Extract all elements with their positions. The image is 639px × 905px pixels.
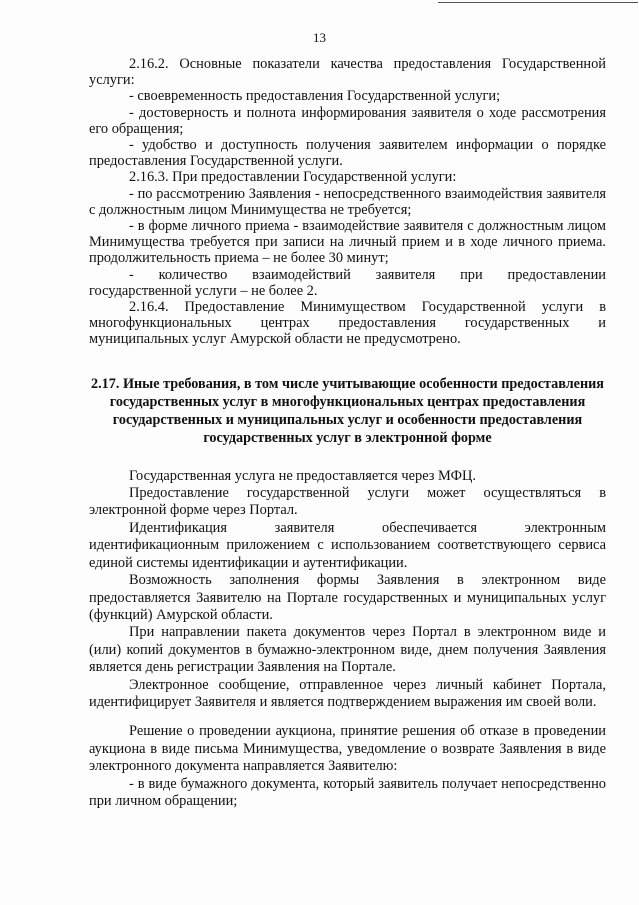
- list-item: - достоверность и полнота информирования заявителя о ходе рассмотрения его обращения;: [89, 104, 606, 137]
- list-item: - своевременность предоставления Государственной услуги;: [129, 88, 501, 105]
- list-item: - в виде бумажного документа, который заявитель получает непосредственно при личном обращении;: [89, 775, 606, 809]
- paragraph: При направлении пакета документов через Портал в электронном виде и (или) копий документов в бумажно-электронном виде, днем получения Заявления является день регистрации Заявления на Портале.: [89, 624, 606, 676]
- paragraph: Электронное сообщение, отправленное через личный кабинет Портала, идентифицирует Заявителя и является подтверждением выражения им своей воли.: [89, 676, 606, 710]
- list-item: - по рассмотрению Заявления - непосредственного взаимодействия заявителя с должностным лицом Минимущества не требуется;: [89, 185, 606, 218]
- paragraph: Идентификация заявителя обеспечивается электронным идентификационным приложением с использованием соответствующего сервиса единой системы идентификации и аутентификации.: [89, 519, 606, 571]
- paragraph: Возможность заполнения формы Заявления в электронном виде предоставляется Заявителю на Портале государственных и муниципальных услуг (функций) Амурской области.: [89, 572, 606, 623]
- top-rule: [438, 2, 638, 3]
- para-2-16-3: 2.16.3. При предоставлении Государственной услуги:: [129, 169, 457, 186]
- document-body: [89, 56, 606, 810]
- paragraph: Предоставление государственной услуги может осуществляться в электронной форме через Портал.: [89, 485, 606, 519]
- section-2-17-body: [89, 468, 606, 811]
- list-item: - удобство и доступность получения заявителем информации о порядке предоставления Государственной услуги.: [89, 137, 606, 170]
- list-item: - количество взаимодействий заявителя при предоставлении государственной услуги – не более 2.: [89, 266, 606, 299]
- paragraph: Решение о проведении аукциона, принятие решения об отказе в проведении аукциона в виде письма Минимущества, уведомление о возврате Заявления в виде электронного документа направляется Заявителю:: [89, 723, 606, 775]
- page-number: 13: [313, 30, 326, 45]
- para-2-16-2: 2.16.2. Основные показатели качества предоставления Государственной услуги:: [89, 56, 606, 89]
- para-2-16-4: 2.16.4. Предоставление Минимуществом Государственной услуги в многофункциональных центрах предоставления государственных и муниципальных услуг Амурской области не предусмотрено.: [89, 299, 606, 348]
- section-heading: 2.17. Иные требования, в том числе учитывающие особенности предоставления государственных услуг в многофункциональных центрах предоставления государственных и муниципальных услуг и особенности предоставления государственных услуг в электронной форме: [91, 375, 604, 446]
- list-item: - в форме личного приема - взаимодействие заявителя с должностным лицом Минимущества требуется при записи на личный прием и в ходе личного приема. продолжительность приема – не более 30 минут;: [89, 218, 606, 267]
- paragraph: Государственная услуга не предоставляется через МФЦ.: [129, 467, 477, 484]
